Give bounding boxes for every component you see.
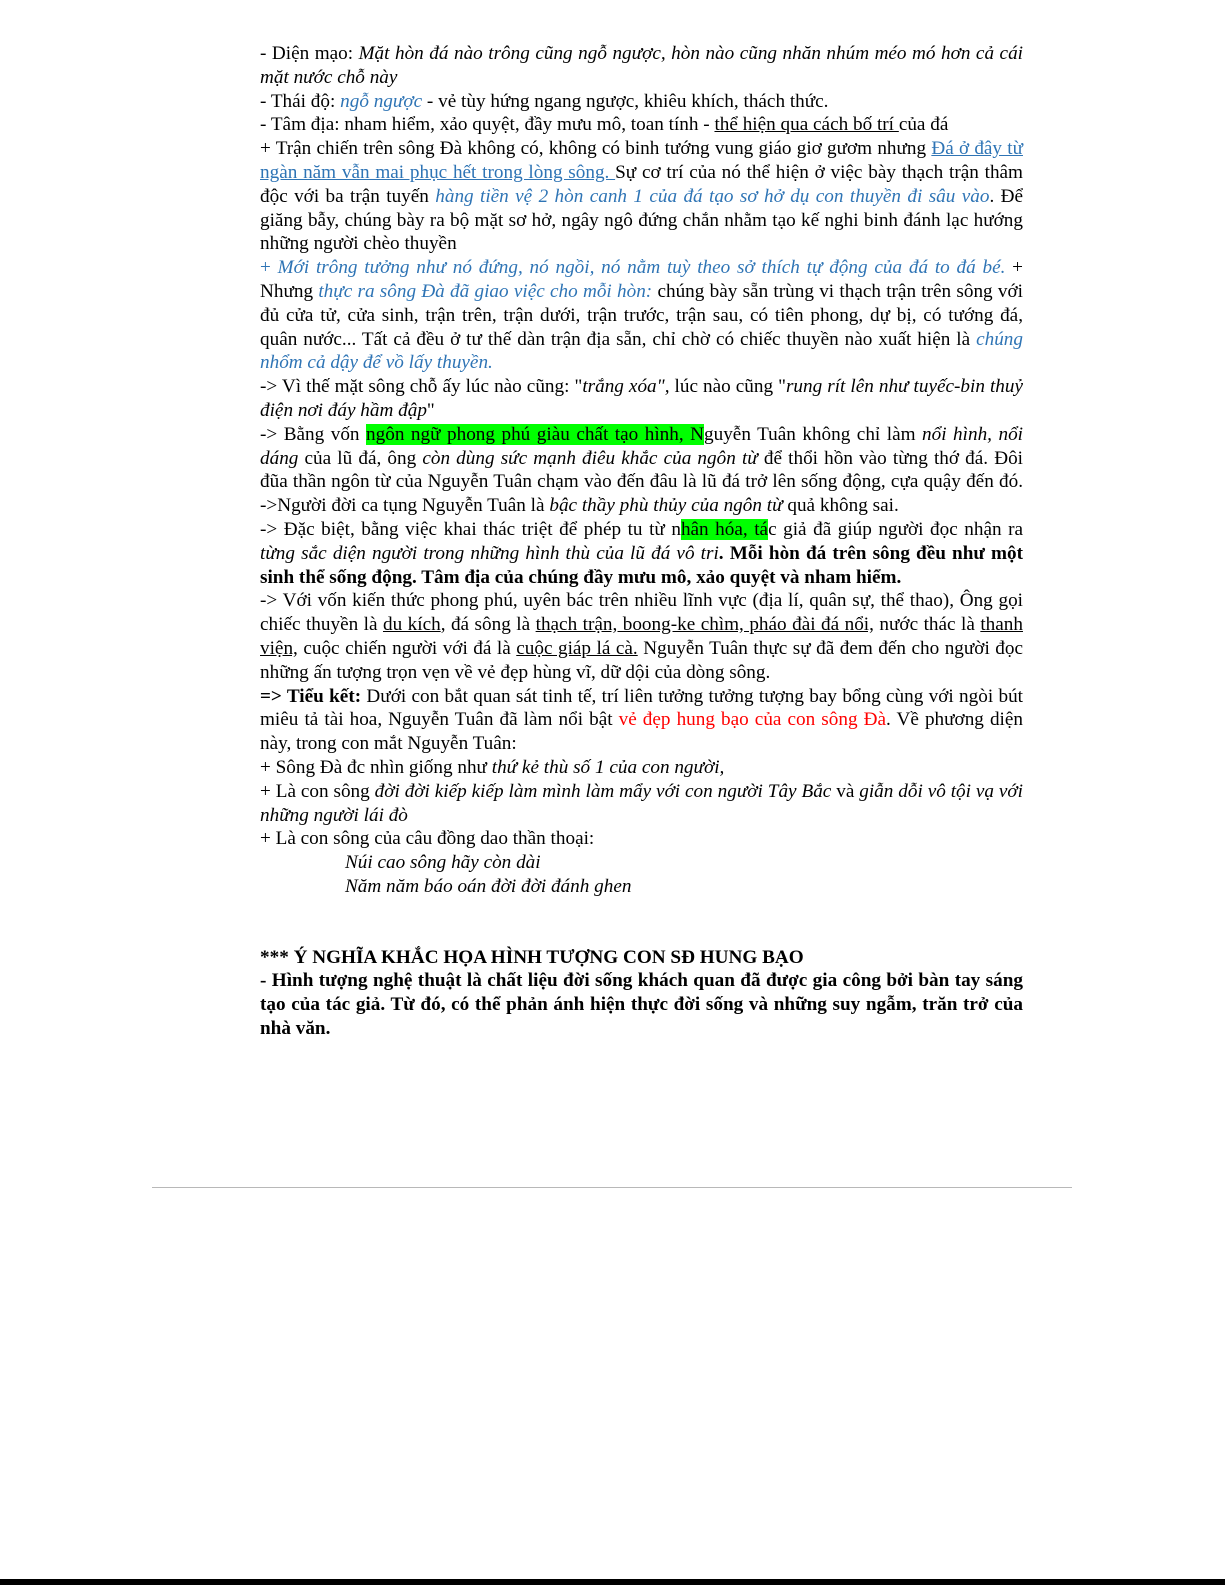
italic-run: nổi hình, nổi dáng — [260, 423, 1023, 469]
italic-run: bậc thầy phù thủy của ngôn từ — [549, 495, 783, 517]
text-run: - Thái độ: — [260, 90, 341, 112]
underlined-run: thạch trận, boong-ke chìm, pháo đài đá nổi, — [535, 614, 874, 636]
underlined-run: du kích — [382, 614, 441, 636]
text-run: và — [831, 780, 860, 802]
text-run: -> Với vốn kiến thức phong phú, uyên bác trên nhiều lĩnh vực (địa lí, quân sự, thể thao), Ông gọi chiếc thuyền là — [260, 590, 1023, 636]
paragraph-bang-von — [260, 423, 1023, 518]
poem-line: Núi cao sông hãy còn dài — [345, 852, 541, 874]
text-run: chúng bày sẵn trùng vi thạch trận trên sông với đủ cửa tử, cửa sinh, trận trên, trận dưới, trận trước, trận sau, có tiên phong, dự bị, có tướng đá, quân nước... Tất cả đều ở tư thế dàn trận địa sẵn, chỉ chờ có chiếc thuyền nào xuất hiện là — [260, 280, 1023, 350]
bottom-edge — [0, 1579, 1225, 1585]
text-run: + Là con sông — [260, 780, 375, 802]
highlighted-run: ngôn ngữ phong phú giàu chất tạo hình, N — [366, 423, 705, 445]
text-run: guyễn Tuân không chỉ làm — [704, 423, 923, 445]
poem-line: Năm năm báo oán đời đời đánh ghen — [345, 875, 632, 897]
italic-run: thứ kẻ thù số 1 của con người, — [491, 756, 725, 778]
paragraph-dien-mao — [260, 42, 1023, 90]
text-run: + Sông Đà đc nhìn giống như — [260, 756, 492, 778]
text-run: . Mỗi hòn đá trên sông đều như một sinh thể sống động. Tâm địa của chúng đầy mưu mô, xảo quyệt và nham hiểm. — [260, 542, 1023, 588]
text-run: của lũ đá, ông — [298, 447, 423, 469]
text-run: cuộc chiến người với đá là — [297, 637, 517, 659]
italic-run: trắng xóa", — [582, 376, 670, 398]
text-run: Dưới con bắt quan sát tinh tế, trí liên tưởng tưởng tượng bay bổng cùng với ngòi bút miêu tả tài hoa, Nguyễn Tuân đã làm nổi bật — [260, 685, 1023, 731]
blue-italic-run: ngỗ ngược — [340, 90, 423, 112]
text-run: + Là con sông của câu đồng dao thần thoại: — [260, 828, 595, 850]
text-run: lúc nào cũng " — [669, 376, 786, 398]
text-run: -> Bằng vốn — [260, 423, 367, 445]
blue-italic-run: thực ra sông Đà đã giao việc cho mỗi hòn: — [318, 280, 653, 302]
paragraph-dac-biet — [260, 518, 1023, 589]
text-run: Nguyễn Tuân thực sự đã đem đến cho người đọc những ấn tượng trọn vẹn về vẻ đẹp hùng vĩ, dữ dội của dòng sông. — [260, 637, 1023, 683]
text-run: nước thác là — [873, 614, 981, 636]
paragraph-dong-dao — [260, 827, 1023, 851]
paragraph-y-nghia: - Hình tượng nghệ thuật là chất liệu đời sống khách quan đã được gia công bởi bàn tay sáng tạo của tác giả. Từ đó, có thể phản ánh hiện thực đời sống và những suy ngẫm, trăn trở của nhà văn. — [260, 970, 1023, 1040]
bold-label: => Tiểu kết: — [260, 685, 362, 707]
text-run: để thổi hồn vào từng thớ đá. Đôi đũa thần ngôn từ của Nguyễn Tuân chạm vào đến đâu là lũ đá trở lên sống động, cựa quậy đến đó. ->Người đời ca tụng Nguyễn Tuân là — [260, 447, 1023, 517]
paragraph-thai-do — [260, 90, 1023, 114]
paragraph-moi-trong — [260, 256, 1023, 375]
italic-run: đời đời kiếp kiếp làm mình làm mẩy với con người Tây Bắc — [374, 780, 832, 802]
text-run: của đá — [898, 114, 949, 136]
text-run: + Trận chiến trên sông Đà không có, không có binh tướng vung giáo giơ gươm nhưng — [260, 138, 932, 160]
text-run: - vẻ tùy hứng ngang ngược, khiêu khích, thách thức. — [422, 90, 829, 112]
text-run: - Tâm địa: nham hiểm, xảo quyệt, đầy mưu mô, toan tính - — [260, 114, 715, 136]
blue-run: + — [260, 257, 278, 279]
paragraph-vi-the — [260, 375, 1023, 423]
blue-underlined-run: Đá ở đây từ ngàn năm vẫn mai phục hết trong lòng sông. — [260, 138, 1023, 183]
italic-run: từng sắc diện người trong những hình thù của lũ đá vô tri — [260, 542, 719, 564]
document-page — [260, 42, 1023, 1041]
red-run: vẻ đẹp hung bạo của con sông Đà — [618, 709, 886, 731]
section-heading: *** Ý NGHĨA KHẮC HỌA HÌNH TƯỢNG CON SĐ HUNG BẠO — [260, 946, 804, 968]
paragraph-tieu-ket — [260, 685, 1023, 756]
text-run: - Diện mạo: — [260, 43, 359, 64]
text-run: " — [426, 399, 435, 421]
italic-run: Mặt hòn đá nào trông cũng ngỗ ngược, hòn nào cũng nhăn nhúm méo mó hơn cả cái mặt nước chỗ này — [260, 43, 1023, 88]
spacer — [260, 899, 1023, 946]
highlighted-run: hân hóa, tá — [680, 518, 769, 540]
paragraph-doi-doi — [260, 780, 1023, 828]
paragraph-voi-von — [260, 589, 1023, 684]
text-run: -> Vì thế mặt sông chỗ ấy lúc nào cũng: " — [260, 376, 583, 398]
italic-run: rung rít lên như tuyếc-bin thuỷ điện nơi đáy hầm đập — [260, 376, 1024, 421]
text-run: + Nhưng — [260, 257, 1023, 302]
text-run: , đá sông là — [440, 614, 536, 636]
paragraph-tam-dia — [260, 113, 1023, 137]
page-divider — [152, 1187, 1072, 1188]
text-run: -> Đặc biệt, bằng việc khai thác triệt để phép tu từ n — [260, 518, 681, 540]
paragraph-tran-chien — [260, 137, 1023, 256]
underlined-run: thể hiện qua cách bố trí — [714, 114, 899, 136]
italic-run: còn dùng sức mạnh điêu khắc của ngôn từ — [422, 447, 758, 469]
underlined-run: cuộc giáp lá cà. — [516, 637, 638, 659]
italic-run: giẫn dỗi vô tội vạ với những người lái đò — [260, 780, 1023, 826]
underlined-run: thanh viện, — [260, 614, 1023, 659]
text-run: c giả đã giúp người đọc nhận ra — [768, 518, 1023, 540]
text-run: . Để giăng bẫy, chúng bày ra bộ mặt sơ hở, ngây ngô đứng chắn nhằm tạo kế nghi binh đánh lạc hướng những người chèo thuyền — [260, 185, 1023, 255]
blue-italic-run: hàng tiền vệ 2 hòn canh 1 của đá tạo sơ hở dụ con thuyền đi sâu vào — [435, 185, 990, 207]
paragraph-ke-thu — [260, 756, 1023, 780]
text-run: Sự cơ trí của nó thể hiện ở việc bày thạch trận thâm độc với ba trận tuyến — [260, 161, 1023, 207]
blue-italic-run: Mới trông tưởng như nó đứng, nó ngồi, nó nằm tuỳ theo sở thích tự động của đá to đá bé. — [277, 257, 1006, 279]
blue-italic-run: chúng nhổm cả dậy để vồ lấy thuyền. — [260, 328, 1023, 374]
text-run: . Về phương diện này, trong con mắt Nguyễn Tuân: — [260, 709, 1023, 755]
text-run: quả không sai. — [782, 495, 899, 517]
